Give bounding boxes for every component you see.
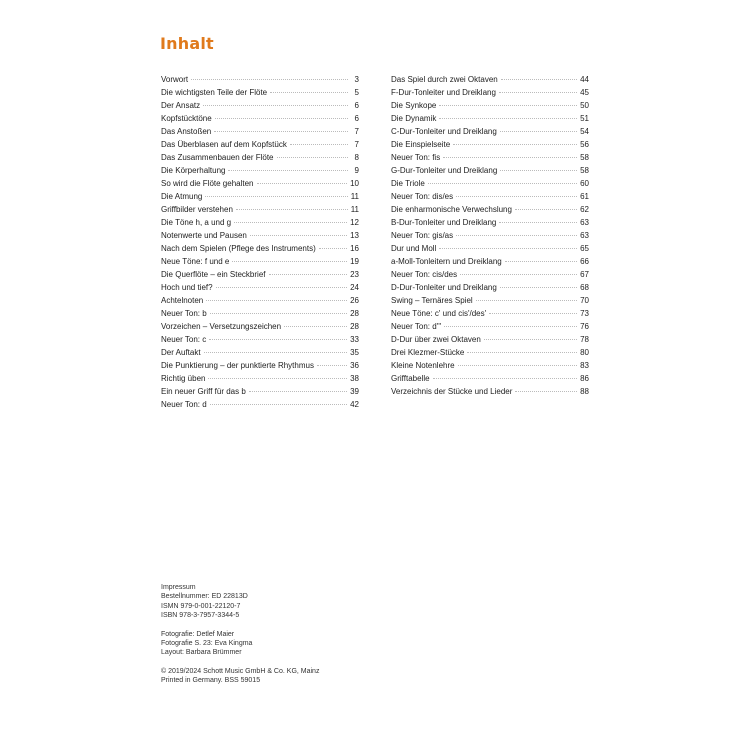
toc-entry-page: 80 [580,348,589,357]
toc-entry [391,229,589,242]
toc-leader-dots [500,170,577,171]
toc-leader-dots [250,235,347,236]
toc-entry [161,99,359,112]
toc-entry-page: 9 [354,166,359,175]
toc-leader-dots [203,105,348,106]
toc-entry-title: Drei Klezmer-Stücke [391,348,465,357]
toc-entry-title: Richtig üben [161,374,206,383]
toc-column-left [161,73,359,411]
impressum-line: Impressum [161,584,196,591]
toc-entry-title: B-Dur-Tonleiter und Dreiklang [391,218,497,227]
toc-entry-title: C-Dur-Tonleiter und Dreiklang [391,127,497,136]
toc-leader-dots [191,79,348,80]
toc-entry [391,203,589,216]
toc-entry [391,372,589,385]
toc-leader-dots [215,118,348,119]
toc-leader-dots [205,196,347,197]
toc-entry-title: Kleine Notenlehre [391,361,455,370]
toc-entry-page: 5 [354,88,359,97]
toc-entry-title: So wird die Flöte gehalten [161,179,254,188]
toc-entry-title: D-Dur-Tonleiter und Dreiklang [391,283,497,292]
toc-entry-page: 7 [354,127,359,136]
toc-entry [161,281,359,294]
toc-leader-dots [443,157,577,158]
toc-leader-dots [209,339,347,340]
toc-entry-title: Neue Töne: c' und cis'/des' [391,309,487,318]
toc-entry [161,138,359,151]
toc-entry-page: 65 [580,244,589,253]
toc-entry [391,268,589,281]
toc-leader-dots [433,378,578,379]
toc-leader-dots [515,391,577,392]
toc-entry [161,320,359,333]
toc-leader-dots [460,274,577,275]
toc-entry-title: Die Atmung [161,192,203,201]
toc-entry-page: 45 [580,88,589,97]
toc-leader-dots [228,170,348,171]
toc-leader-dots [236,209,348,210]
toc-entry [161,346,359,359]
toc-entry [391,385,589,398]
toc-entry-title: Das Anstoßen [161,127,212,136]
toc-entry [161,86,359,99]
toc-entry-title: Vorzeichen – Versetzungszeichen [161,322,282,331]
impressum-line: Layout: Barbara Brümmer [161,649,242,657]
toc-entry-title: Hoch und tief? [161,283,213,292]
toc-entry-page: 12 [350,218,359,227]
toc-entry-title: a-Moll-Tonleitern und Dreiklang [391,257,502,266]
toc-entry [391,190,589,203]
toc-entry-page: 76 [580,322,589,331]
toc-entry [161,268,359,281]
impressum-line: © 2019/2024 Schott Music GmbH & Co. KG, Mainz [161,667,320,675]
toc-leader-dots [214,131,348,132]
toc-leader-dots [210,313,347,314]
toc-entry [391,216,589,229]
toc-entry-page: 60 [580,179,589,188]
toc-entry [391,281,589,294]
toc-entry-title: Die enharmonische Verwechslung [391,205,512,214]
toc-entry-page: 38 [350,374,359,383]
toc-entry [161,333,359,346]
toc-entry [161,125,359,138]
toc-leader-dots [439,118,577,119]
toc-leader-dots [290,144,348,145]
toc-entry-page: 73 [580,309,589,318]
toc-entry-title: F-Dur-Tonleiter und Dreiklang [391,88,496,97]
toc-entry [391,255,589,268]
toc-entry-page: 19 [350,257,359,266]
toc-entry-title: Neuer Ton: gis/as [391,231,454,240]
toc-entry-title: Das Zusammenbauen der Flöte [161,153,274,162]
toc-entry-title: Vorwort [161,75,189,84]
toc-entry-title: Ein neuer Griff für das b [161,387,246,396]
toc-entry-title: Griffbilder verstehen [161,205,233,214]
toc-entry-page: 83 [580,361,589,370]
toc-entry-page: 66 [580,257,589,266]
page-title: Inhalt [160,34,214,53]
toc-entry-title: Kopfstücktöne [161,114,212,123]
toc-entry-title: Dur und Moll [391,244,437,253]
toc-entry [391,99,589,112]
toc-leader-dots [456,235,577,236]
toc-entry-page: 68 [580,283,589,292]
toc-entry [161,398,359,411]
toc-entry [391,125,589,138]
toc-entry-title: Neuer Ton: cis/des [391,270,458,279]
toc-entry [391,151,589,164]
toc-leader-dots [428,183,577,184]
toc-entry [161,151,359,164]
toc-entry-page: 28 [350,309,359,318]
toc-entry [161,112,359,125]
toc-leader-dots [249,391,347,392]
toc-entry-title: Das Spiel durch zwei Oktaven [391,75,498,84]
toc-entry-page: 36 [350,361,359,370]
toc-leader-dots [206,300,347,301]
toc-entry-page: 23 [350,270,359,279]
toc-entry-page: 3 [354,75,359,84]
toc-entry-title: Die Dynamik [391,114,437,123]
toc-entry-title: Achtelnoten [161,296,204,305]
toc-entry [161,190,359,203]
toc-leader-dots [484,339,577,340]
toc-leader-dots [501,79,577,80]
toc-entry-page: 86 [580,374,589,383]
toc-entry-title: Die Querflöte – ein Steckbrief [161,270,266,279]
toc-entry-page: 67 [580,270,589,279]
toc-entry-page: 54 [580,127,589,136]
toc-entry [391,346,589,359]
toc-column-right [391,73,589,398]
toc-leader-dots [269,274,348,275]
toc-leader-dots [270,92,348,93]
toc-entry-page: 16 [350,244,359,253]
toc-entry [161,242,359,255]
impressum [161,583,319,686]
toc-entry-page: 13 [350,231,359,240]
toc-entry [161,294,359,307]
impressum-line: Printed in Germany. BSS 59015 [161,677,261,685]
toc-leader-dots [499,222,577,223]
toc-entry [161,229,359,242]
toc-entry-title: G-Dur-Tonleiter und Dreiklang [391,166,498,175]
toc-leader-dots [232,261,347,262]
toc-entry-title: Die Einspielseite [391,140,451,149]
toc-entry-title: Der Ansatz [161,101,201,110]
toc-entry [161,203,359,216]
toc-entry-page: 78 [580,335,589,344]
toc-entry-page: 51 [580,114,589,123]
toc-entry-title: Die Synkope [391,101,437,110]
toc-entry [391,294,589,307]
toc-entry-page: 56 [580,140,589,149]
toc-entry-title: Der Auftakt [161,348,201,357]
toc-entry-page: 39 [350,387,359,396]
toc-leader-dots [499,92,577,93]
toc-entry-page: 24 [350,283,359,292]
toc-entry-page: 10 [350,179,359,188]
toc-leader-dots [500,131,577,132]
toc-entry-title: Neue Töne: f und e [161,257,230,266]
toc-entry-title: Verzeichnis der Stücke und Lieder [391,387,513,396]
toc-entry [391,242,589,255]
toc-entry [391,307,589,320]
toc-entry-title: Die Töne h, a und g [161,218,232,227]
impressum-spacer [161,658,319,667]
toc-leader-dots [500,287,577,288]
toc-entry-page: 58 [580,153,589,162]
toc-entry-page: 58 [580,166,589,175]
impressum-line: Fotografie: Detlef Maier [161,630,235,638]
toc-entry-page: 7 [354,140,359,149]
toc-entry [391,138,589,151]
toc-entry-title: Swing – Ternäres Spiel [391,296,473,305]
toc-entry [391,164,589,177]
toc-leader-dots [208,378,347,379]
toc-entry [391,320,589,333]
toc-entry-title: Notenwerte und Pausen [161,231,247,240]
impressum-line: ISBN 978-3-7957-3344-5 [161,612,240,620]
toc-entry [161,216,359,229]
toc-entry-page: 6 [354,114,359,123]
toc-leader-dots [458,365,577,366]
toc-entry [161,164,359,177]
toc-entry-page: 63 [580,231,589,240]
toc-entry-page: 28 [350,322,359,331]
toc-leader-dots [444,326,577,327]
toc-leader-dots [489,313,577,314]
toc-entry-title: Die Körperhaltung [161,166,226,175]
toc-entry-title: Die Punktierung – der punktierte Rhythmus [161,361,314,370]
toc-entry-page: 26 [350,296,359,305]
toc-leader-dots [439,248,577,249]
toc-entry [161,307,359,320]
toc-entry-title: D-Dur über zwei Oktaven [391,335,481,344]
toc-entry-title: Neuer Ton: b [161,309,207,318]
toc-entry [391,73,589,86]
toc-entry-page: 8 [354,153,359,162]
toc-entry-page: 70 [580,296,589,305]
toc-entry-title: Die wichtigsten Teile der Flöte [161,88,268,97]
impressum-line: Fotografie S. 23: Eva Kingma [161,639,253,647]
toc-leader-dots [453,144,577,145]
toc-entry-title: Die Triole [391,179,425,188]
toc-entry-page: 63 [580,218,589,227]
toc-entry [161,255,359,268]
toc-entry-page: 6 [354,101,359,110]
toc-entry-page: 11 [350,205,359,214]
toc-entry-page: 11 [350,192,359,201]
toc-entry-page: 88 [580,387,589,396]
toc-entry-title: Neuer Ton: fis [391,153,441,162]
toc-entry-title: Das Überblasen auf dem Kopfstück [161,140,287,149]
toc-entry [161,73,359,86]
toc-leader-dots [204,352,348,353]
toc-leader-dots [210,404,347,405]
toc-entry [391,112,589,125]
toc-entry-page: 35 [350,348,359,357]
toc-entry-page: 42 [350,400,359,409]
toc-entry [161,177,359,190]
toc-entry-title: Grifftabelle [391,374,430,383]
toc-entry [161,385,359,398]
toc-leader-dots [467,352,577,353]
toc-entry-page: 33 [350,335,359,344]
toc-entry-title: Nach dem Spielen (Pflege des Instruments) [161,244,316,253]
toc-leader-dots [277,157,349,158]
toc-entry [391,333,589,346]
toc-entry [161,359,359,372]
toc-leader-dots [505,261,577,262]
toc-leader-dots [515,209,577,210]
toc-entry [391,86,589,99]
toc-entry-title: Neuer Ton: dis/es [391,192,454,201]
toc-leader-dots [319,248,347,249]
toc-leader-dots [317,365,347,366]
toc-entry [161,372,359,385]
toc-leader-dots [234,222,347,223]
toc-leader-dots [257,183,348,184]
toc-entry-page: 50 [580,101,589,110]
toc-entry-title: Neuer Ton: d''' [391,322,442,331]
impressum-line: ISMN 979-0-001-22120-7 [161,602,241,610]
toc-leader-dots [216,287,348,288]
toc-entry [391,359,589,372]
toc-leader-dots [476,300,577,301]
toc-entry-page: 61 [580,192,589,201]
toc-entry [391,177,589,190]
toc-entry-title: Neuer Ton: c [161,335,207,344]
toc-leader-dots [456,196,577,197]
impressum-spacer [161,621,319,630]
impressum-line: Bestellnummer: ED 22813D [161,593,248,601]
toc-entry-page: 44 [580,75,589,84]
toc-leader-dots [439,105,577,106]
toc-entry-page: 62 [580,205,589,214]
toc-entry-title: Neuer Ton: d [161,400,207,409]
toc-leader-dots [284,326,347,327]
